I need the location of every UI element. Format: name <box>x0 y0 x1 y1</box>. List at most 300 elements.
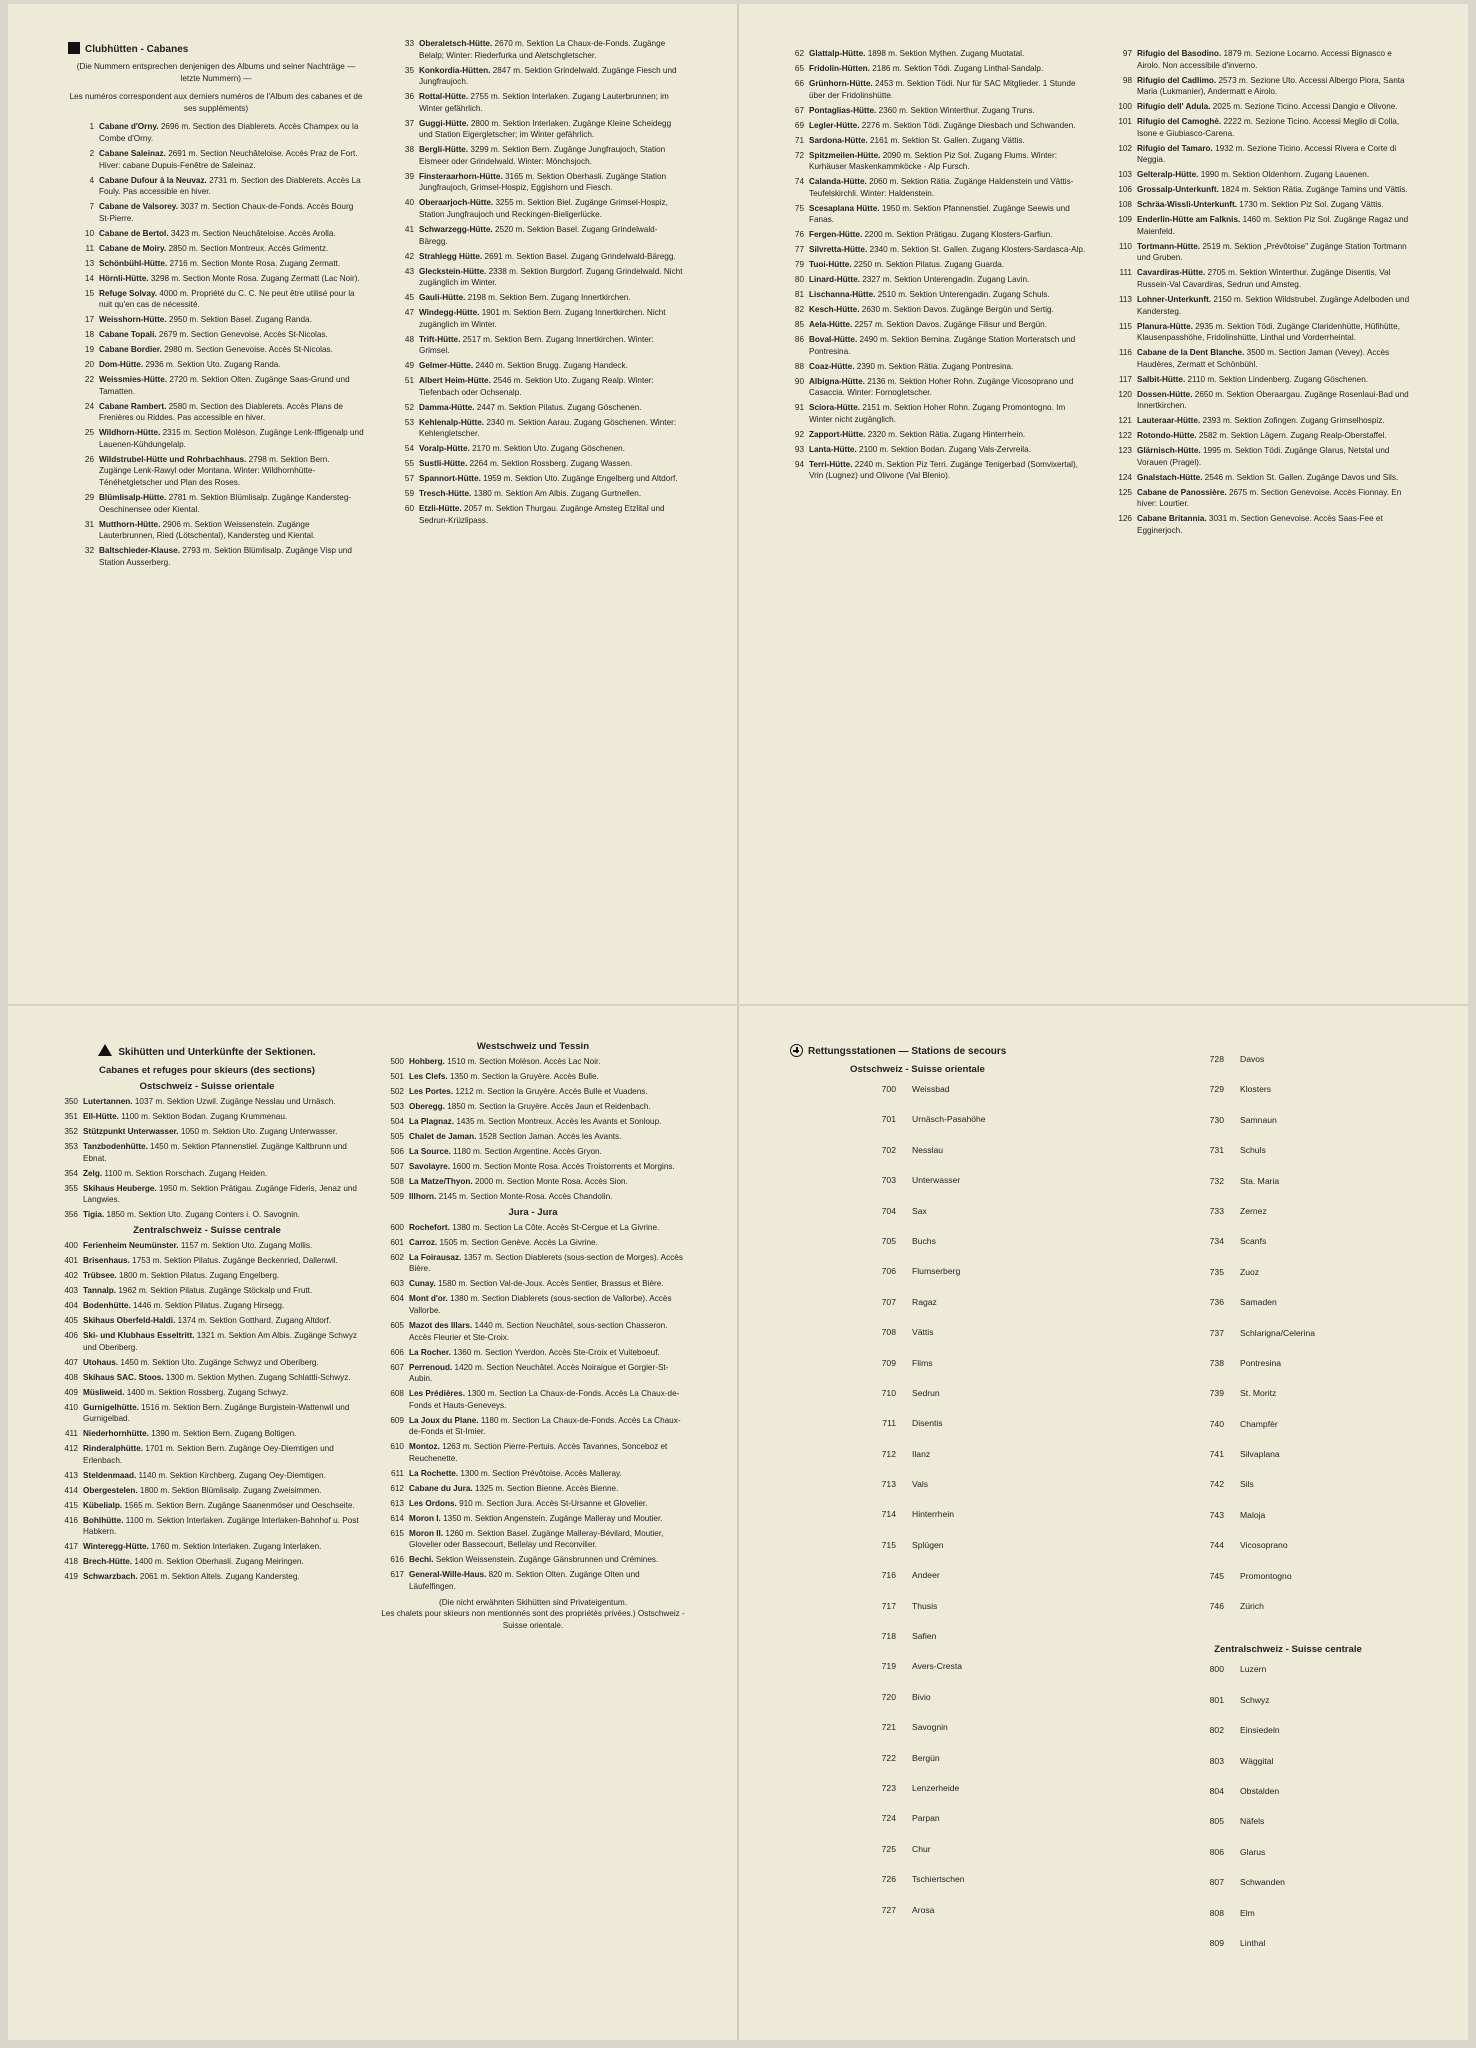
rescue-station-entry <box>860 1388 1110 1418</box>
hut-details: 2850 m. Section Montreux. Accès Grimentz. <box>168 243 329 253</box>
hut-number: 66 <box>794 78 804 88</box>
hut-description <box>809 259 1088 271</box>
hut-description <box>409 1468 688 1480</box>
hut-entry <box>778 319 1088 331</box>
hut-name: Legler-Hütte. <box>809 120 860 130</box>
hut-details: 2731 m. Section des Diablerets. Accès La Fouly. Pas accessible en hiver. <box>99 175 361 197</box>
hut-name: Boval-Hütte. <box>809 335 858 345</box>
hut-description <box>99 427 364 450</box>
skihuetten-title-de: Skihütten und Unterkünfte der Sektionen. <box>52 1044 362 1060</box>
hut-description <box>1137 347 1416 370</box>
hut-details: 2950 m. Sektion Basel. Zugang Randa. <box>168 315 312 325</box>
hut-name: Ferienheim Neumünster. <box>83 1241 179 1251</box>
hut-details: 1180 m. Section Argentine. Accès Gryon. <box>453 1146 602 1156</box>
hut-description <box>83 1096 362 1108</box>
hut-details: 2582 m. Sektion Lägern. Zugang Realp-Oberstaffel. <box>1198 431 1387 441</box>
rescue-station-name: Wäggital <box>1240 1755 1274 1766</box>
hut-name: Steldenmaad. <box>83 1470 137 1480</box>
rescue-station-name: Bergün <box>912 1752 940 1763</box>
rescue-station-entry <box>860 1753 1110 1783</box>
hut-description <box>809 376 1088 399</box>
rescue-station-number: 721 <box>881 1722 896 1733</box>
hut-name: Tanzbodenhütte. <box>83 1141 148 1151</box>
hut-entry <box>388 503 684 526</box>
hut-number: 82 <box>794 305 804 315</box>
hut-entry <box>378 1131 688 1143</box>
hut-number: 415 <box>64 1500 78 1510</box>
hut-name: Ell-Hütte. <box>83 1111 119 1121</box>
hut-name: Skihaus SAC. Stoos. <box>83 1372 164 1382</box>
hut-entry <box>778 444 1088 456</box>
hut-description <box>419 402 684 414</box>
hut-entry <box>388 417 684 440</box>
hut-number: 37 <box>404 118 414 128</box>
hut-description <box>1137 116 1416 139</box>
hut-details: 1321 m. Sektion Am Albis. Zugänge Schwyz und Oberiberg. <box>83 1330 357 1352</box>
hut-name: La Plagnaz. <box>409 1116 455 1126</box>
hut-name: Cabane Britannia. <box>1137 514 1207 524</box>
rescue-station-entry <box>1188 1449 1418 1479</box>
hut-description <box>99 359 364 371</box>
hut-description <box>409 1071 688 1083</box>
hut-number: 116 <box>1118 348 1132 358</box>
hut-details: 1263 m. Section Pierre-Pertuis. Accès Tavannes, Sonceboz et Reuchenette. <box>409 1442 668 1463</box>
hut-description <box>83 1270 362 1282</box>
rescue-station-name: Flumserberg <box>912 1266 961 1277</box>
hut-details: 1730 m. Sektion Piz Sol. Zugang Vättis. <box>1239 200 1384 210</box>
hut-name: Gelmer-Hütte. <box>419 361 474 371</box>
rescue-station-number: 746 <box>1209 1601 1224 1612</box>
rescue-station-number: 714 <box>881 1509 896 1520</box>
hut-entry <box>1106 101 1416 113</box>
hut-details: 2257 m. Sektion Davos. Zugänge Filisur und Bergün. <box>854 320 1048 330</box>
skihuetten-title-fr: Cabanes et refuges pour skieurs (des sections) <box>99 1065 315 1076</box>
hut-entry <box>52 1285 362 1297</box>
hut-number: 41 <box>404 225 414 235</box>
hut-name: Fergen-Hütte. <box>809 230 863 240</box>
hut-entry <box>388 224 684 247</box>
hut-details: 3255 m. Sektion Biel. Zugänge Grimsel-Hospiz, Station Jungfraujoch und Reckingen-Bieligerlücke. <box>419 198 668 220</box>
rescue-station-entry <box>860 1813 1110 1843</box>
hut-name: Skihaus Oberfeld-Haldi. <box>83 1316 176 1325</box>
hut-details: 1760 m. Sektion Interlaken. Zugang Interlaken. <box>151 1542 322 1552</box>
hut-name: Cabane d'Orny. <box>99 122 159 132</box>
hut-name: Gnalstach-Hütte. <box>1137 472 1203 482</box>
rescue-station-entry <box>1188 1664 1418 1694</box>
rescue-station-entry <box>860 1084 1110 1114</box>
hut-name: Windegg-Hütte. <box>419 308 480 318</box>
rescue-station-name: Zuoz <box>1240 1266 1260 1277</box>
rescue-station-number: 740 <box>1209 1418 1224 1429</box>
hut-description <box>1137 75 1416 98</box>
hut-entry <box>52 1330 362 1353</box>
hut-entry <box>68 314 364 326</box>
hut-details: 2161 m. Sektion St. Gallen. Zugang Vättis. <box>869 135 1025 145</box>
rescue-station-number: 726 <box>881 1874 896 1885</box>
rescue-station-entry <box>860 1327 1110 1357</box>
hut-details: 2490 m. Sektion Bernina. Zugänge Station Morteratsch und Pontresina. <box>809 335 1076 356</box>
hut-description <box>83 1571 362 1583</box>
hut-entry <box>388 443 684 455</box>
hut-name: La Joux du Plane. <box>409 1415 479 1425</box>
hut-number: 71 <box>794 135 804 145</box>
hut-details: 2936 m. Sektion Uto. Zugang Randa. <box>145 360 281 370</box>
hut-name: Rotondo-Hütte. <box>1137 431 1197 441</box>
hut-entry <box>388 251 684 263</box>
hut-number: 62 <box>794 49 804 58</box>
hut-name: Enderlin-Hütte am Falknis. <box>1137 215 1241 225</box>
hut-description <box>83 1240 362 1252</box>
hut-name: Trübsee. <box>83 1271 117 1281</box>
hut-details: 1100 m. Sektion Rorschach. Zugang Heiden. <box>104 1168 268 1178</box>
rescue-station-entry <box>1188 1479 1418 1509</box>
hut-entry <box>778 78 1088 101</box>
hut-number: 103 <box>1118 170 1132 180</box>
clubhuetten-list-3 <box>778 48 1088 482</box>
hut-name: Kesch-Hütte. <box>809 305 860 315</box>
hut-entry <box>778 459 1088 482</box>
rescue-station-number: 717 <box>881 1600 896 1611</box>
hut-number: 603 <box>390 1279 404 1289</box>
hut-entry <box>68 519 364 542</box>
rescue-station-number: 742 <box>1209 1479 1224 1490</box>
rescue-station-entry <box>1188 1236 1418 1266</box>
hut-entry <box>378 1176 688 1188</box>
rettung-ost-list-b <box>1158 1054 1418 1631</box>
hut-details: 2691 m. Section Neuchâteloise. Accès Praz de Fort. Hiver: cabane Dupuis-Fenêtre de Saleinaz. <box>99 148 358 170</box>
rescue-station-number: 709 <box>881 1357 896 1368</box>
rescue-station-number: 738 <box>1209 1357 1224 1368</box>
rescue-station-number: 719 <box>881 1661 896 1672</box>
hut-name: Cavardiras-Hütte. <box>1137 268 1206 278</box>
hut-details: 1350 m. Section la Gruyère. Accès Bulle. <box>449 1071 599 1081</box>
hut-name: Oberaletsch-Hütte. <box>419 39 493 48</box>
hut-description <box>83 1541 362 1553</box>
hut-description <box>99 519 364 542</box>
hut-entry <box>378 1101 688 1113</box>
hut-description <box>1137 430 1416 442</box>
hut-details: 2100 m. Sektion Bodan. Zugang Vals-Zervreila. <box>859 444 1031 454</box>
hut-description <box>99 243 364 255</box>
hut-description <box>409 1086 688 1098</box>
hut-name: Cabane de Valsorey. <box>99 202 179 212</box>
hut-entry <box>68 454 364 489</box>
rescue-station-entry <box>860 1175 1110 1205</box>
hut-number: 353 <box>64 1141 78 1151</box>
rescue-station-number: 745 <box>1209 1570 1224 1581</box>
hut-entry <box>778 150 1088 173</box>
hut-description <box>409 1362 688 1385</box>
hut-description <box>409 1415 688 1438</box>
hut-description <box>1137 294 1416 317</box>
rescue-station-name: Samaden <box>1240 1297 1277 1308</box>
rescue-station-entry <box>1188 1756 1418 1786</box>
hut-details: 1701 m. Sektion Bern. Zugänge Oey-Diemtigen und Erlenbach. <box>83 1444 334 1465</box>
hut-name: Rifugio del Cadlimo. <box>1137 75 1217 85</box>
hut-name: Trift-Hütte. <box>419 334 461 344</box>
hut-name: Rochefort. <box>409 1222 450 1232</box>
hut-number: 615 <box>390 1528 404 1538</box>
hut-entry <box>778 244 1088 256</box>
rescue-station-name: Linthal <box>1240 1937 1266 1948</box>
rescue-station-name: Safien <box>912 1631 937 1642</box>
hut-description <box>99 374 364 397</box>
hut-details: 2110 m. Sektion Lindenberg. Zugang Göschenen. <box>1187 374 1369 384</box>
hut-number: 416 <box>64 1515 78 1525</box>
rescue-station-name: Näfels <box>1240 1816 1265 1827</box>
hut-name: Baltschieder-Klause. <box>99 546 180 556</box>
hut-entry <box>388 171 684 194</box>
skihuetten-west-list <box>378 1056 688 1202</box>
hut-name: Sciora-Hütte. <box>809 403 860 413</box>
hut-number: 35 <box>404 65 414 75</box>
rescue-station-number: 803 <box>1209 1755 1224 1766</box>
clubhuetten-col-1 <box>68 42 364 572</box>
rescue-station-name: Elm <box>1240 1907 1255 1918</box>
rescue-station-number: 732 <box>1209 1175 1224 1186</box>
hut-name: Winteregg-Hütte. <box>83 1542 149 1552</box>
hut-description <box>419 458 684 470</box>
hut-number: 613 <box>390 1498 404 1508</box>
hut-entry <box>1106 241 1416 264</box>
hut-description <box>409 1176 688 1188</box>
hut-details: 2519 m. Sektion „Prévôtoise" Zugänge Station Tortmann und Gruben. <box>1137 241 1407 263</box>
hut-number: 7 <box>89 202 94 212</box>
hut-name: Hörnli-Hütte. <box>99 273 149 283</box>
rettung-title: Rettungsstationen — Stations de secours <box>790 1044 1110 1059</box>
rescue-station-name: Andeer <box>912 1570 940 1581</box>
hut-name: La Rochette. <box>409 1468 459 1478</box>
hut-entry <box>378 1569 688 1592</box>
rescue-station-number: 711 <box>882 1418 896 1429</box>
hut-name: Tannalp. <box>83 1286 117 1296</box>
rescue-station-entry <box>1188 1938 1418 1968</box>
hut-details: 1100 m. Sektion Interlaken. Zugänge Interlaken-Bahnhof u. Post Habkern. <box>83 1515 359 1537</box>
hut-name: Brech-Hütte. <box>83 1557 133 1567</box>
hut-number: 43 <box>404 266 414 276</box>
hut-details: 2315 m. Section Moléson. Zugänge Lenk-Iffigenalp und Lauenen-Kühdungelalp. <box>99 428 364 449</box>
rescue-station-entry <box>1188 1510 1418 1540</box>
hut-number: 507 <box>390 1161 404 1171</box>
hut-entry <box>68 175 364 198</box>
rescue-station-entry <box>1188 1571 1418 1601</box>
hut-details: 1850 m. Sektion Uto. Zugang Conters i. O. Savognin. <box>106 1210 300 1220</box>
hut-entry <box>1106 415 1416 427</box>
hut-description <box>83 1515 362 1538</box>
hut-number: 115 <box>1118 321 1132 331</box>
hut-number: 33 <box>404 39 414 48</box>
hut-description <box>83 1443 362 1466</box>
hut-details: 4000 m. Propriété du C. C. Ne peut être utilisé pour la nuit qu'en cas de nécessité. <box>99 288 355 310</box>
hut-entry <box>388 118 684 141</box>
hut-description <box>809 361 1088 373</box>
clubhuetten-col-3 <box>778 48 1088 485</box>
hut-details: 2847 m. Sektion Grindelwald. Zugänge Fiesch und Jungfraujoch. <box>419 65 677 87</box>
hut-details: 2145 m. Section Monte-Rosa. Accès Chandolin. <box>438 1191 613 1201</box>
hut-number: 350 <box>64 1097 78 1106</box>
hut-name: Spitzmeilen-Hütte. <box>809 150 881 160</box>
rescue-station-number: 809 <box>1209 1937 1224 1948</box>
hut-details: 1037 m. Sektion Uzwil. Zugänge Nesslau und Urnäsch. <box>134 1097 336 1106</box>
hut-number: 356 <box>64 1210 78 1220</box>
rescue-station-number: 710 <box>881 1387 896 1398</box>
hut-number: 31 <box>84 519 94 529</box>
hut-name: Ski- und Klubhaus Esseltritt. <box>83 1330 195 1340</box>
hut-name: Montoz. <box>409 1442 440 1452</box>
skihuetten-west-heading: Westschweiz und Tessin <box>476 1041 590 1052</box>
rescue-station-number: 705 <box>881 1235 896 1246</box>
hut-entry <box>68 148 364 171</box>
hut-number: 75 <box>794 203 804 213</box>
hut-name: Illhorn. <box>409 1191 437 1201</box>
hut-number: 405 <box>64 1316 78 1325</box>
hut-name: Voralp-Hütte. <box>419 444 470 454</box>
hut-details: 2798 m. Sektion Bern. Zugänge Lenk-Rawyl oder Montana. Winter: Wildhornhütte-Ténéhetgletscher und Plan des Roses. <box>99 454 330 488</box>
hut-name: Moron I. <box>409 1513 441 1523</box>
hut-description <box>83 1168 362 1180</box>
rescue-station-name: Avers-Cresta <box>912 1661 962 1672</box>
hut-name: Wildstrubel-Hütte und Rohrbachhaus. <box>99 454 247 464</box>
hut-name: Sardona-Hütte. <box>809 135 868 145</box>
hut-description <box>419 38 684 61</box>
hut-name: Mont d'or. <box>409 1294 448 1304</box>
hut-entry <box>1106 445 1416 468</box>
hut-details: 2793 m. Sektion Blümlisalp. Zugänge Visp und Station Ausserberg. <box>99 546 352 567</box>
hut-details: 3423 m. Section Neuchâteloise. Accès Arolla. <box>170 228 336 238</box>
hut-description <box>809 78 1088 101</box>
hut-description <box>409 1347 688 1359</box>
hut-description <box>409 1569 688 1592</box>
hut-name: Cabane Saleinaz. <box>99 148 166 158</box>
rescue-station-number: 733 <box>1209 1205 1224 1216</box>
hut-entry <box>378 1252 688 1275</box>
hut-entry <box>52 1111 362 1123</box>
hut-details: 2580 m. Section des Diablerets. Accès Plans de Frenières ou Riddes. Pas accessible en hiver. <box>99 401 343 423</box>
hut-description <box>409 1131 688 1143</box>
hut-number: 504 <box>390 1116 404 1126</box>
hut-number: 502 <box>390 1086 404 1096</box>
hut-name: Obergestelen. <box>83 1485 138 1495</box>
rettung-col-2 <box>1158 1054 1418 1968</box>
rescue-station-number: 722 <box>881 1752 896 1763</box>
hut-entry <box>52 1571 362 1583</box>
hut-name: Weissmies-Hütte. <box>99 375 168 385</box>
hut-details: 1950 m. Sektion Pfannenstiel. Zugänge Seewis und Fanas. <box>809 203 1070 225</box>
rescue-station-name: Zürich <box>1240 1601 1264 1612</box>
hut-name: La Foirausaz. <box>409 1252 462 1262</box>
hut-details: 3037 m. Section Chaux-de-Fonds. Accès Bourg St-Pierre. <box>99 202 354 223</box>
rescue-station-name: Zernez <box>1240 1205 1267 1216</box>
rescue-station-number: 804 <box>1209 1785 1224 1796</box>
hut-name: Gleckstein-Hütte. <box>419 266 487 276</box>
rescue-station-number: 808 <box>1209 1907 1224 1918</box>
hut-description <box>409 1278 688 1290</box>
hut-name: Müsliweid. <box>83 1387 125 1397</box>
hut-entry <box>378 1513 688 1525</box>
rescue-station-name: Chur <box>912 1843 931 1854</box>
hut-details: 2517 m. Sektion Bern. Zugang Innertkirchen. Winter: Grimsel. <box>419 334 654 356</box>
hut-entry <box>52 1168 362 1180</box>
rescue-station-entry <box>1188 1786 1418 1816</box>
rescue-station-name: Bivio <box>912 1691 931 1702</box>
hut-name: Bechi. <box>409 1555 434 1565</box>
hut-description <box>83 1372 362 1384</box>
hut-number: 1 <box>89 122 94 132</box>
hut-details: 2696 m. Section des Diablerets. Accès Champex ou la Combe d'Orny. <box>99 122 359 143</box>
hut-name: Cabane de Moiry. <box>99 243 167 253</box>
hut-details: 2061 m. Sektion Altels. Zugang Kandersteg. <box>139 1572 300 1582</box>
hut-description <box>83 1485 362 1497</box>
rescue-station-entry <box>860 1114 1110 1144</box>
hut-description <box>809 105 1088 117</box>
hut-details: 2090 m. Sektion Piz Sol. Zugang Flums. Winter: Kurhäuser Maskenkammköcke - Alp Fursch. <box>809 150 1057 172</box>
hut-name: Grossalp-Unterkunft. <box>1137 185 1219 195</box>
hut-description <box>809 244 1088 256</box>
hut-details: 1450 m. Sektion Pfannenstiel. Zugänge Kaltbrunn und Ebnat. <box>83 1141 347 1163</box>
hut-entry <box>52 1500 362 1512</box>
hut-details: 2935 m. Sektion Tödi. Zugänge Claridenhütte, Hüfihütte, Klausenpasshöhe, Fridolinshütte, Linthal und Vorderrheintal. <box>1137 321 1400 343</box>
skihuetten-note-fr: Les chalets pour skieurs non mentionnés sont des propriétés privées.) Ostschweiz - Suisse orientale. <box>381 1609 685 1630</box>
hut-details: 2198 m. Sektion Bern. Zugang Innertkirchen. <box>467 293 631 303</box>
hut-entry <box>388 375 684 398</box>
hut-number: 90 <box>794 376 804 386</box>
hut-entry <box>778 376 1088 399</box>
hut-number: 17 <box>84 315 94 325</box>
hut-number: 411 <box>64 1429 78 1439</box>
hut-details: 1800 m. Sektion Blümlisalp. Zugang Zweisimmen. <box>139 1485 322 1495</box>
hut-number: 10 <box>84 228 94 238</box>
hut-entry <box>778 63 1088 75</box>
hut-description <box>409 1146 688 1158</box>
hut-name: Cabane de la Dent Blanche. <box>1137 348 1245 358</box>
hut-number: 600 <box>390 1222 404 1232</box>
rescue-station-name: Buchs <box>912 1235 936 1246</box>
hut-entry <box>1106 513 1416 536</box>
hut-entry <box>52 1443 362 1466</box>
hut-entry <box>1106 48 1416 71</box>
hut-details: 1360 m. Section Yverdon. Accès Ste-Croix et Vuiteboeuf. <box>453 1347 660 1357</box>
hut-description <box>99 329 364 341</box>
rescue-station-name: Arosa <box>912 1904 935 1915</box>
hut-entry <box>388 360 684 372</box>
hut-number: 88 <box>794 361 804 371</box>
rescue-station-number: 735 <box>1209 1266 1224 1277</box>
clubhuetten-col-4 <box>1106 48 1416 540</box>
hut-description <box>83 1556 362 1568</box>
hut-details: 1400 m. Sektion Rossberg. Zugang Schwyz. <box>126 1387 289 1397</box>
hut-number: 94 <box>794 459 804 469</box>
hut-number: 72 <box>794 150 804 160</box>
hut-number: 11 <box>85 243 94 253</box>
hut-description <box>1137 445 1416 468</box>
hut-details: 1300 m. Section La Chaux-de-Fonds. Accès La Chaux-de-Fonds et Hauts-Geneveys. <box>409 1389 680 1410</box>
rescue-station-number: 707 <box>881 1296 896 1307</box>
vertical-fold-line <box>737 4 739 2040</box>
hut-number: 14 <box>84 273 94 283</box>
hut-entry <box>388 65 684 88</box>
hut-description <box>409 1388 688 1411</box>
hut-name: Cabane Topali. <box>99 330 157 340</box>
hut-name: Kehlenalp-Hütte. <box>419 417 485 427</box>
hut-details: 1435 m. Section Montreux. Accès les Avants et Sonloup. <box>456 1116 662 1126</box>
hut-number: 59 <box>404 489 414 499</box>
hut-name: Les Prédières. <box>409 1389 465 1399</box>
hut-number: 24 <box>84 401 94 411</box>
rescue-station-entry <box>1188 1816 1418 1846</box>
hut-details: 2250 m. Sektion Pilatus. Zugang Guarda. <box>853 260 1005 270</box>
hut-name: Lohner-Unterkunft. <box>1137 294 1212 304</box>
hut-details: 1932 m. Sezione Ticino. Accessi Rivera e Corte di Neggia. <box>1137 143 1397 165</box>
